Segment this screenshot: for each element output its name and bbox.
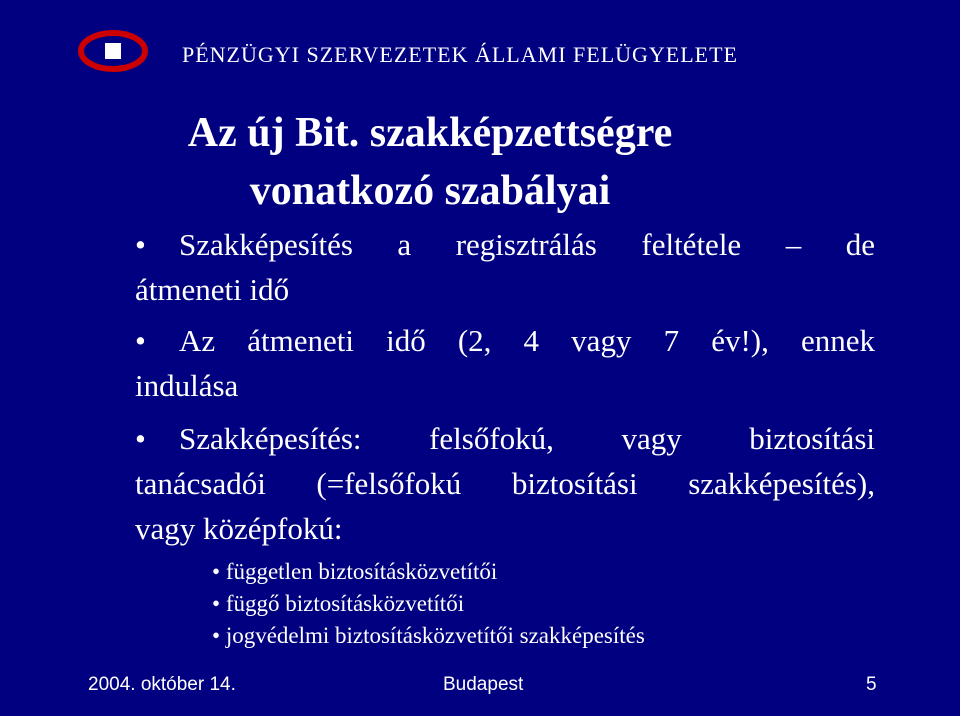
bullet-item-3-line-1: Szakképesítés: felsőfokú, vagy biztosítási <box>179 421 875 456</box>
organization-name: PÉNZÜGYI SZERVEZETEK ÁLLAMI FELÜGYELETE <box>182 42 738 67</box>
psz-logo-icon <box>78 30 148 72</box>
header <box>78 30 938 80</box>
sub-bullet-item-2 <box>212 588 832 619</box>
bullet-item-2-line-1-wrap <box>135 318 875 363</box>
bullet-item-3-line-3: vagy középfokú: <box>135 511 343 546</box>
sub-bullet-text-2: függő biztosításközvetítői <box>225 591 465 616</box>
sub-bullet-text-3: jogvédelmi biztosításközvetítői szakképesítés <box>225 623 645 648</box>
sub-bullet-item-1 <box>212 556 832 587</box>
bullet-item-1-line-2: átmeneti idő <box>135 272 290 307</box>
bullet-symbol: • <box>135 227 146 262</box>
sub-bullet-symbol: • <box>212 559 221 584</box>
sub-bullet-item-3 <box>212 620 832 651</box>
footer-page-number: 5 <box>866 674 877 695</box>
sub-bullet-symbol: • <box>212 623 221 648</box>
sub-bullet-text-1: független biztosításközvetítői <box>225 559 498 584</box>
bullet-item-3 <box>135 416 875 551</box>
bullet-symbol: • <box>135 421 146 456</box>
bullet-item-3-line-2: tanácsadói (=felsőfokú biztosítási szakképesítés), <box>135 466 875 501</box>
bullet-symbol: • <box>135 323 146 358</box>
slide-title-line-1: Az új Bit. szakképzettségre <box>187 110 673 156</box>
sub-bullet-symbol: • <box>212 591 221 616</box>
footer <box>0 672 960 700</box>
bullet-item-2-line-1: Az átmeneti idő (2, 4 vagy 7 év!), ennek <box>179 323 875 358</box>
footer-date: 2004. október 14. <box>88 674 236 695</box>
bullet-item-1-line-1-wrap <box>135 222 875 267</box>
bullet-item-2 <box>135 318 875 408</box>
bullet-item-2-line-2: indulása <box>135 368 239 403</box>
footer-place: Budapest <box>443 674 524 695</box>
bullet-item-1 <box>135 222 875 312</box>
bullet-item-3-line-1-wrap <box>135 416 875 461</box>
bullet-item-1-line-1: Szakképesítés a regisztrálás feltétele – de <box>179 227 875 262</box>
slide-title <box>150 104 710 220</box>
slide-title-line-2: vonatkozó szabályai <box>249 168 611 214</box>
